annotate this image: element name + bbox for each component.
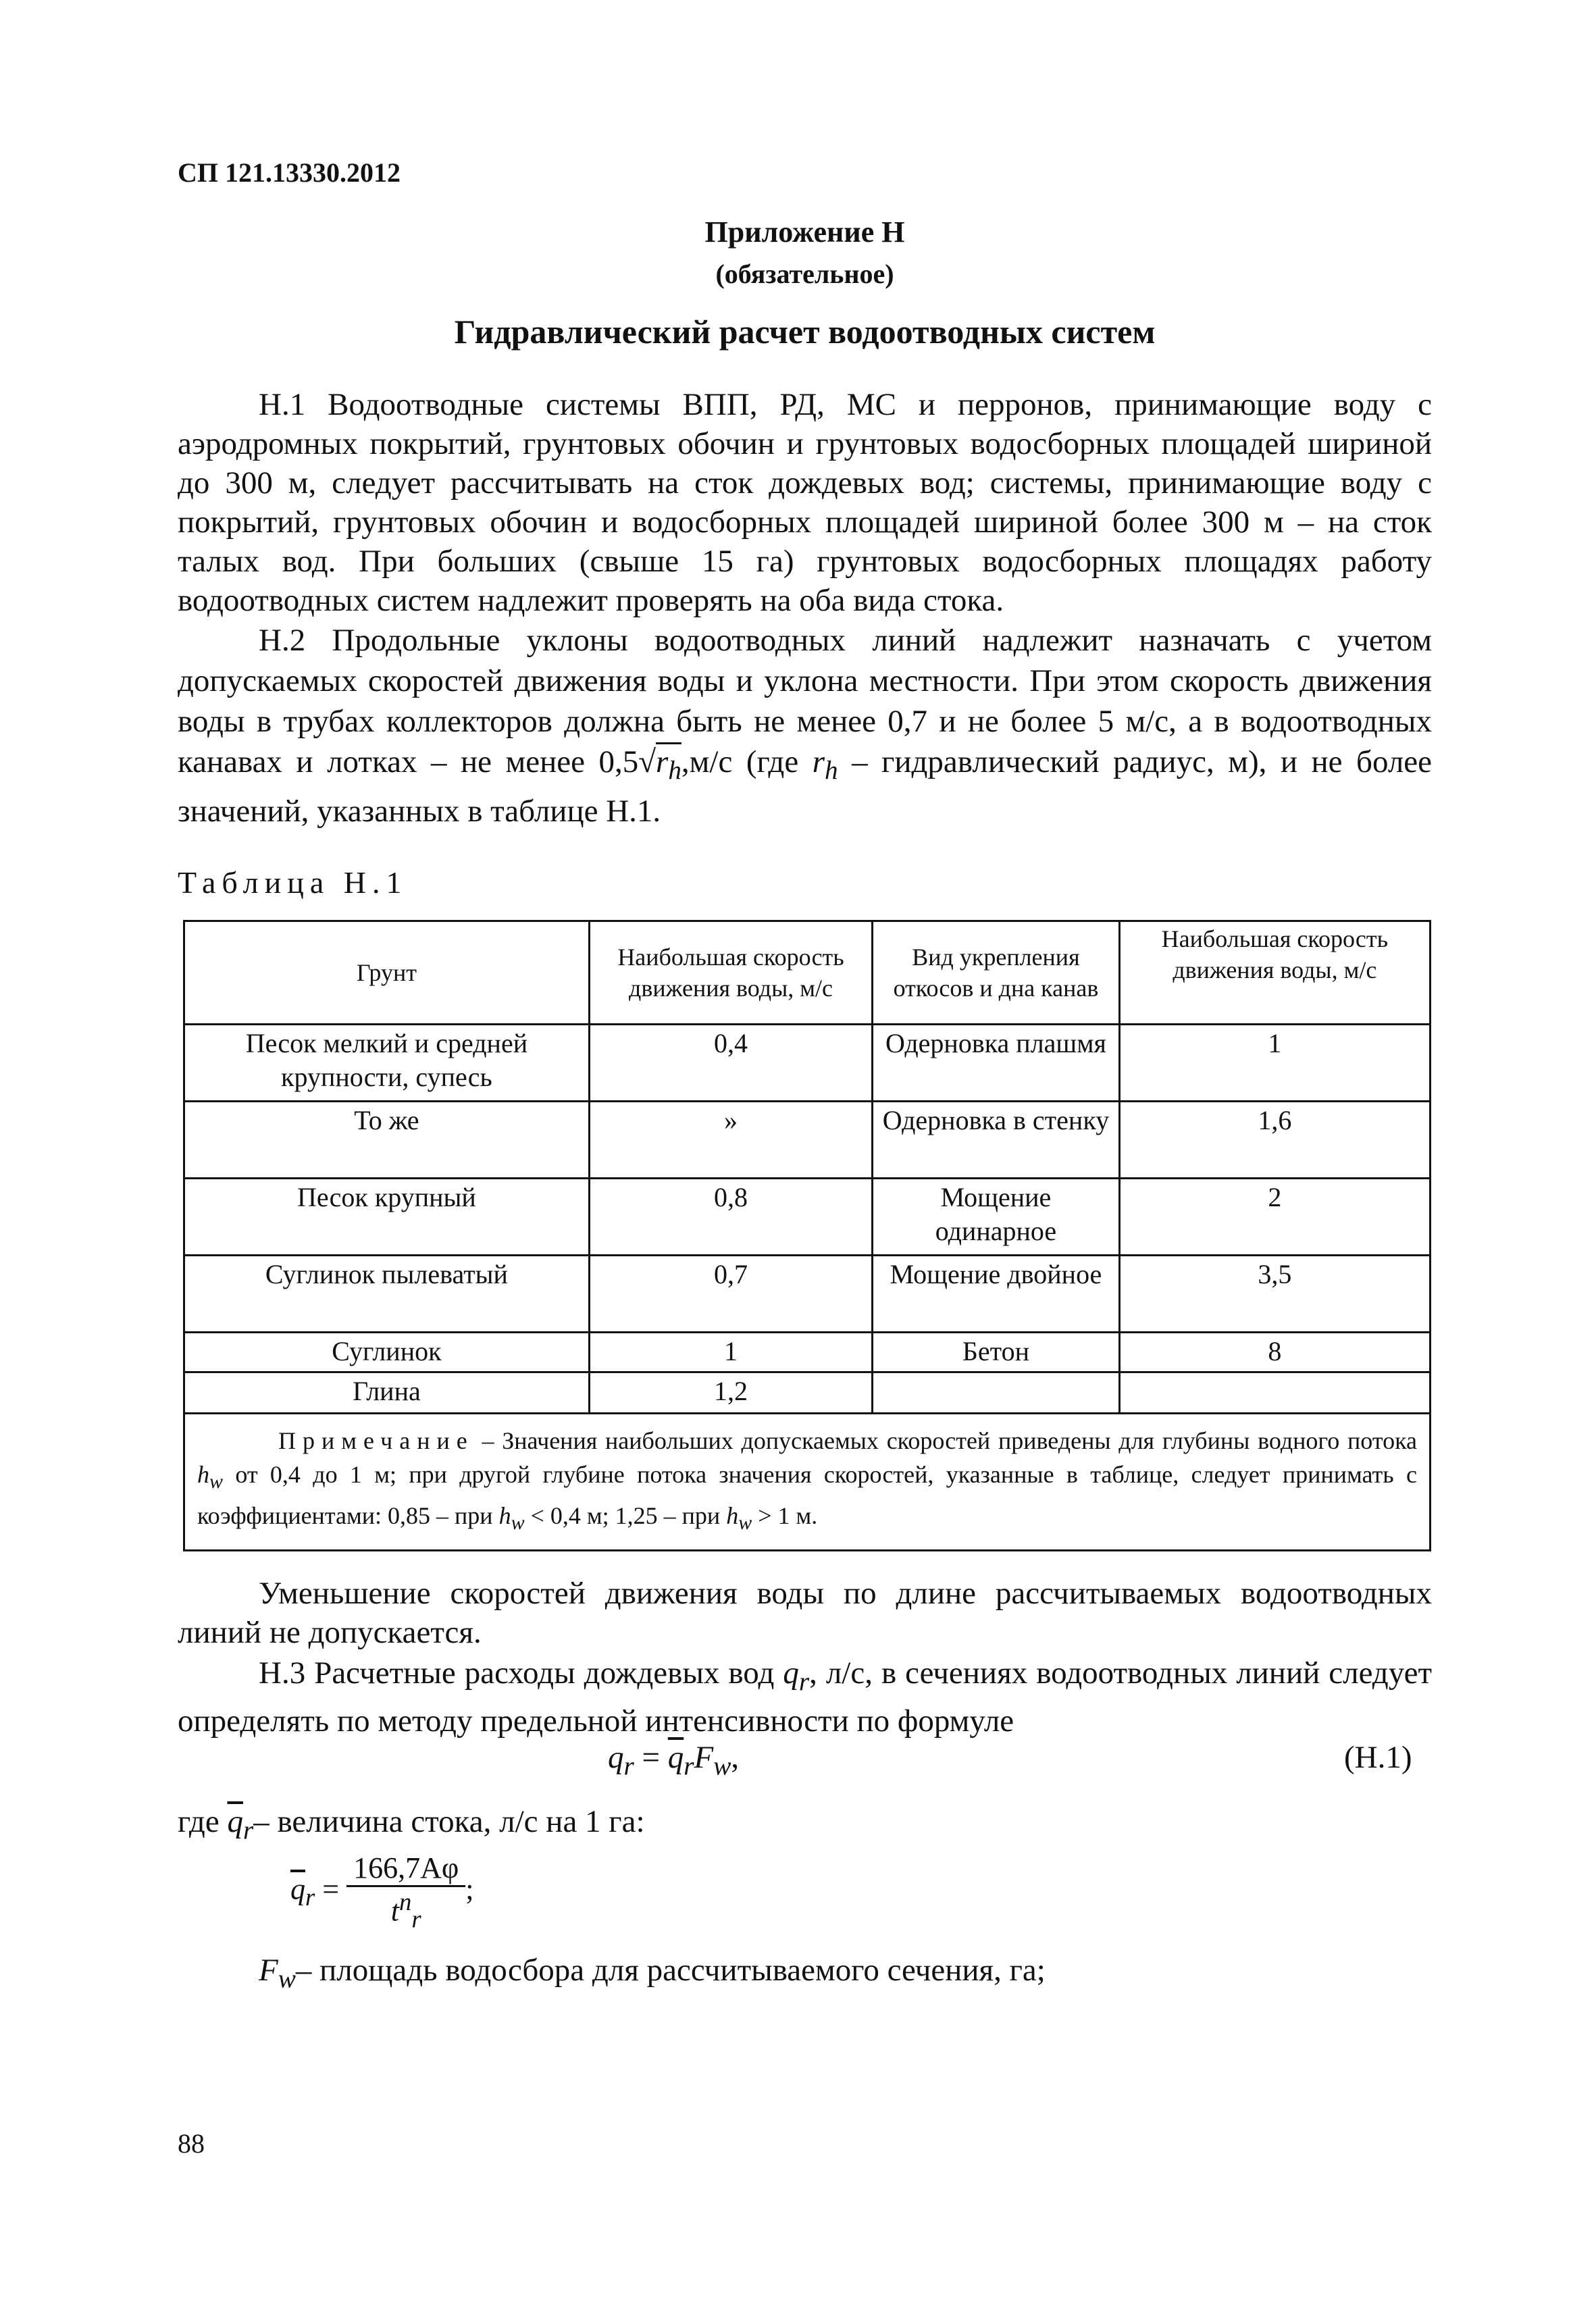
document-code: СП 121.13330.2012 [178, 157, 401, 188]
cell: 1,2 [589, 1372, 872, 1414]
formula-number: (Н.1) [1344, 1740, 1412, 1775]
paragraph-h3 [178, 1653, 1432, 1741]
page-number: 88 [178, 2128, 205, 2159]
q-var: q [608, 1740, 624, 1775]
h3-text-b: , л/с, в сечениях водоотводных линий следует определять по методу предельной интенсивности по формуле [178, 1655, 1433, 1739]
note-text-b: от 0,4 до 1 м; при другой глубине потока значения скоростей, указанные в таблице, следует принимать с коэффициентами: 0,85 – при [197, 1461, 1417, 1530]
cell: 1 [1119, 1025, 1430, 1102]
q-var: q [783, 1655, 799, 1691]
fraction [346, 1851, 465, 1933]
cell: Одерновка плашмя [873, 1025, 1120, 1102]
denominator [346, 1887, 465, 1933]
paragraph-h1 [178, 385, 1432, 620]
rh-var: r [812, 744, 825, 779]
cell: Суглинок [184, 1333, 590, 1372]
table-row [184, 1179, 1431, 1256]
cell: Мощение одинарное [873, 1179, 1120, 1256]
q-sub: r [623, 1751, 634, 1781]
f-var: F [259, 1953, 278, 1988]
q-sub: r [798, 1667, 810, 1697]
numerator: 166,7Aφ [346, 1851, 465, 1887]
paragraph-h2-text-b: ,м/с (где [681, 744, 813, 779]
hw-sub: w [511, 1512, 525, 1535]
table-row [184, 1333, 1431, 1372]
table-note-row [184, 1414, 1431, 1551]
note-text-a: – Значения наибольших допускаемых скоростей приведены для глубины водного потока [473, 1427, 1417, 1454]
hw-sub: w [209, 1470, 224, 1493]
fw-definition [259, 1952, 1046, 1994]
qbar-var: $\overline{q}$ [227, 1804, 243, 1839]
hw-sub: w [738, 1512, 752, 1535]
table-note [184, 1414, 1431, 1551]
f-sub: w [713, 1751, 731, 1781]
note-text-c: < 0,4 м; 1,25 – при [524, 1502, 727, 1530]
qbar-var: $\overline{q}$ [667, 1740, 684, 1775]
paragraph-h1-text: Н.1 Водоотводные системы ВПП, РД, МС и перронов, принимающие воду с аэродромных покрытий, грунтовых обочин и грунтовых водосборных площадей шириной до 300 м, следует рассчитывать на сток дождевых вод; системы, принимающие воду с покрытий, грунтовых обочин и водосборных площадей шириной более 300 м – на сток талых вод. При больших (свыше 15 га) грунтовых водосборных площадях работу водоотводных систем надлежит проверять на оба вида стока. [178, 387, 1432, 618]
paragraph-h2-text-a: Н.2 Продольные уклоны водоотводных линий надлежит назначать с учетом допускаемых скоростей движения воды и уклона местности. При этом скорость движения воды в трубах коллекторов должна быть не менее 0,7 и не более 5 м/с, а в водоотводных канавах и лотках – не менее 0,5 [178, 623, 1432, 779]
table-row [184, 1256, 1431, 1333]
cell: 8 [1119, 1333, 1430, 1372]
note-text-d: > 1 м. [752, 1502, 818, 1530]
hw-var: h [726, 1502, 739, 1530]
cell: Одерновка в стенку [873, 1102, 1120, 1179]
cell: 1,6 [1119, 1102, 1430, 1179]
cell: Бетон [873, 1333, 1120, 1372]
rh-sub: h [825, 756, 838, 786]
table-row [184, 1372, 1431, 1414]
hw-var: h [498, 1502, 511, 1530]
cell: То же [184, 1102, 590, 1179]
header-soil: Грунт [184, 921, 590, 1025]
t-var: t [390, 1894, 399, 1928]
cell: Суглинок пылеватый [184, 1256, 590, 1333]
qbar-sub: r [305, 1883, 315, 1911]
where-text-b: – величина стока, л/с на 1 га: [253, 1804, 645, 1839]
paragraph-h2-text-c: – гидравлический радиус, м), и не более значений, указанных в таблице Н.1. [178, 744, 1432, 829]
cell: Глина [184, 1372, 590, 1414]
sqrt-var: r [656, 744, 669, 779]
comma: , [731, 1740, 740, 1775]
cell: 1 [589, 1333, 872, 1372]
semicolon: ; [465, 1872, 474, 1906]
table-header-row [184, 921, 1431, 1025]
table-caption: Таблица Н.1 [178, 865, 408, 900]
cell: » [589, 1102, 872, 1179]
equals: = [634, 1740, 668, 1775]
header-max-velocity-reinforced: Наибольшая скорость движения воды, м/с [1119, 921, 1430, 1025]
header-reinforcement: Вид укрепления откосов и дна канав [873, 921, 1120, 1025]
appendix-status: (обязательное) [715, 259, 894, 289]
equals: = [315, 1872, 347, 1906]
where-line [178, 1803, 645, 1845]
formula-h1 [608, 1739, 739, 1781]
f-var: F [694, 1740, 714, 1775]
cell: 3,5 [1119, 1256, 1430, 1333]
cell: 0,7 [589, 1256, 872, 1333]
qbar-sub: r [242, 1816, 254, 1845]
cell [873, 1372, 1120, 1414]
fw-text: – площадь водосбора для рассчитываемого сечения, га; [295, 1953, 1046, 1988]
where-text-a: где [178, 1804, 228, 1839]
velocity-table [183, 920, 1431, 1551]
formula-qbar [290, 1851, 474, 1933]
paragraph-h2 [178, 620, 1432, 831]
header-max-velocity-soil: Наибольшая скорость движения воды, м/с [589, 921, 872, 1025]
t-sub: r [411, 1905, 421, 1933]
appendix-title: Приложение Н [704, 215, 905, 249]
h3-text-a: Н.3 Расчетные расходы дождевых вод [259, 1655, 783, 1691]
t-sup: n [399, 1888, 412, 1916]
table-row [184, 1102, 1431, 1179]
qbar-var: $\overline{q}$ [290, 1872, 305, 1906]
f-sub: w [278, 1964, 296, 1994]
cell: Песок мелкий и средней крупности, супесь [184, 1025, 590, 1102]
note-label: Примечание [278, 1427, 474, 1454]
cell [1119, 1372, 1430, 1414]
cell: 2 [1119, 1179, 1430, 1256]
section-heading: Гидравлический расчет водоотводных систем [454, 313, 1156, 351]
paragraph-after-table [178, 1574, 1432, 1652]
sqrt-symbol: $√r_h$ [638, 742, 681, 779]
sqrt-sub: h [668, 756, 681, 786]
hw-var: h [197, 1461, 209, 1488]
after-table-text: Уменьшение скоростей движения воды по длине рассчитываемых водоотводных линий не допускается. [178, 1576, 1432, 1650]
cell: 0,8 [589, 1179, 872, 1256]
qbar-sub: r [684, 1751, 694, 1781]
table-row [184, 1025, 1431, 1102]
cell: 0,4 [589, 1025, 872, 1102]
cell: Песок крупный [184, 1179, 590, 1256]
cell: Мощение двойное [873, 1256, 1120, 1333]
